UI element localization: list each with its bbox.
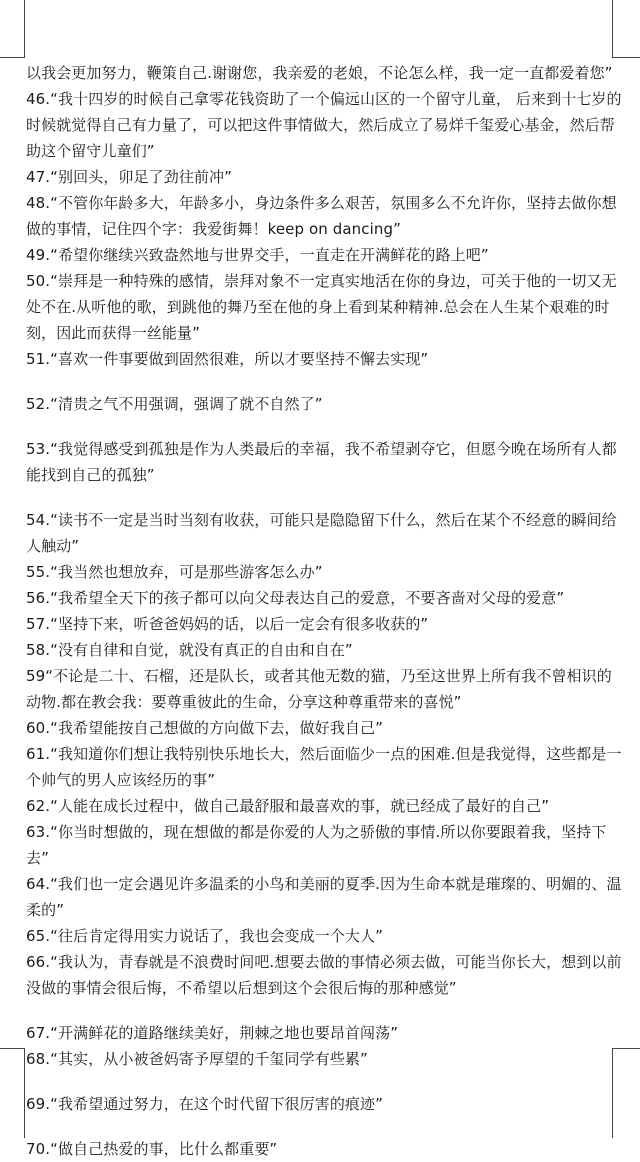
quote-paragraph: 48.“不管你年龄多大，年龄多小，身边条件多么艰苦，氛围多么不允许你，坚持去做你想做的事情，记住四个字：我爱街舞！keep on dancing” bbox=[26, 194, 617, 238]
quote-paragraph: 62.“人能在成长过程中，做自己最舒服和最喜欢的事，就已经成了最好的自己” bbox=[26, 797, 550, 815]
quote-paragraph: 65.“往后肯定得用实力说话了，我也会变成一个大人” bbox=[26, 927, 383, 945]
crop-mark-bottom-left-horizontal bbox=[0, 1048, 25, 1049]
quote-paragraph: 59“不论是二十、石榴，还是队长，或者其他无数的猫，乃至这世界上所有我不曾相识的动物.都在教会我：要尊重彼此的生命，分享这种尊重带来的喜悦” bbox=[26, 667, 612, 711]
quote-paragraph: 55.“我当然也想放弃，可是那些游客怎么办” bbox=[26, 563, 323, 581]
paragraph-spacer bbox=[26, 488, 626, 507]
quote-paragraph: 64.“我们也一定会遇见许多温柔的小鸟和美丽的夏季.因为生命本就是璀璨的、明媚的、温柔的” bbox=[26, 875, 622, 919]
quote-paragraph: 52.“清贵之气不用强调，强调了就不自然了” bbox=[26, 395, 323, 413]
quote-paragraph: 以我会更加努力，鞭策自己.谢谢您，我亲爱的老娘，不论怎么样，我一定一直都爱着您” bbox=[26, 64, 613, 82]
crop-mark-top-left-vertical bbox=[24, 0, 25, 58]
quote-paragraph: 54.“读书不一定是当时当刻有收获，可能只是隐隐留下什么，然后在某个不经意的瞬间给人触动” bbox=[26, 511, 617, 555]
quote-paragraph: 51.“喜欢一件事要做到固然很难，所以才要坚持不懈去实现” bbox=[26, 350, 429, 368]
quote-paragraph: 61.“我知道你们想让我特别快乐地长大，然后面临少一点的困难.但是我觉得，这些都是一个帅气的男人应该经历的事” bbox=[26, 745, 622, 789]
quote-paragraph: 47.“别回头，卯足了劲往前冲” bbox=[26, 168, 232, 186]
crop-mark-bottom-left-vertical bbox=[24, 1048, 25, 1138]
paragraph-spacer bbox=[26, 1001, 626, 1020]
document-page bbox=[26, 60, 626, 1162]
quote-paragraph: 70.“做自己热爱的事，比什么都重要” bbox=[26, 1140, 278, 1158]
crop-mark-top-left-horizontal bbox=[0, 57, 25, 58]
quote-paragraph: 49.“希望你继续兴致盎然地与世界交手，一直走在开满鲜花的路上吧” bbox=[26, 246, 489, 264]
quote-paragraph: 56.“我希望全天下的孩子都可以向父母表达自己的爱意，不要吝啬对父母的爱意” bbox=[26, 589, 565, 607]
quote-paragraph: 58.“没有自律和自觉，就没有真正的自由和自在” bbox=[26, 641, 353, 659]
quote-paragraph: 63.“你当时想做的，现在想做的都是你爱的人为之骄傲的事情.所以你要跟着我，坚持下去” bbox=[26, 823, 607, 867]
paragraph-spacer bbox=[26, 1072, 626, 1091]
paragraph-spacer bbox=[26, 1117, 626, 1136]
crop-mark-top-right-vertical bbox=[612, 0, 613, 58]
quote-paragraph: 68.“其实，从小被爸妈寄予厚望的千玺同学有些累” bbox=[26, 1050, 368, 1068]
paragraph-spacer bbox=[26, 417, 626, 436]
quote-paragraph: 46.“我十四岁的时候自己拿零花钱资助了一个偏远山区的一个留守儿童， 后来到十七岁的时候就觉得自己有力量了，可以把这件事情做大，然后成立了易烊千玺爱心基金，然后帮助这个留守儿童们” bbox=[26, 90, 622, 160]
quote-paragraph: 66.“我认为，青春就是不浪费时间吧.想要去做的事情必须去做，可能当你长大，想到以前没做的事情会很后悔，不希望以后想到这个会很后悔的那种感觉” bbox=[26, 953, 622, 997]
crop-mark-top-right-horizontal bbox=[612, 57, 640, 58]
quote-paragraph: 60.“我希望能按自己想做的方向做下去，做好我自己” bbox=[26, 719, 383, 737]
quote-paragraph: 50.“崇拜是一种特殊的感情，崇拜对象不一定真实地活在你的身边，可关于他的一切又无处不在.从听他的歌，到跳他的舞乃至在他的身上看到某种精神.总会在人生某个艰难的时刻，因此而获得一丝能量” bbox=[26, 272, 617, 342]
quote-paragraph: 67.“开满鲜花的道路继续美好，荆棘之地也要昂首闯荡” bbox=[26, 1024, 399, 1042]
quote-paragraph: 69.“我希望通过努力，在这个时代留下很厉害的痕迹” bbox=[26, 1095, 383, 1113]
paragraph-spacer bbox=[26, 372, 626, 391]
quote-paragraph: 53.“我觉得感受到孤独是作为人类最后的幸福，我不希望剥夺它，但愿今晚在场所有人都能找到自己的孤独” bbox=[26, 440, 617, 484]
quote-paragraph: 57.“坚持下来，听爸爸妈妈的话，以后一定会有很多收获的” bbox=[26, 615, 429, 633]
